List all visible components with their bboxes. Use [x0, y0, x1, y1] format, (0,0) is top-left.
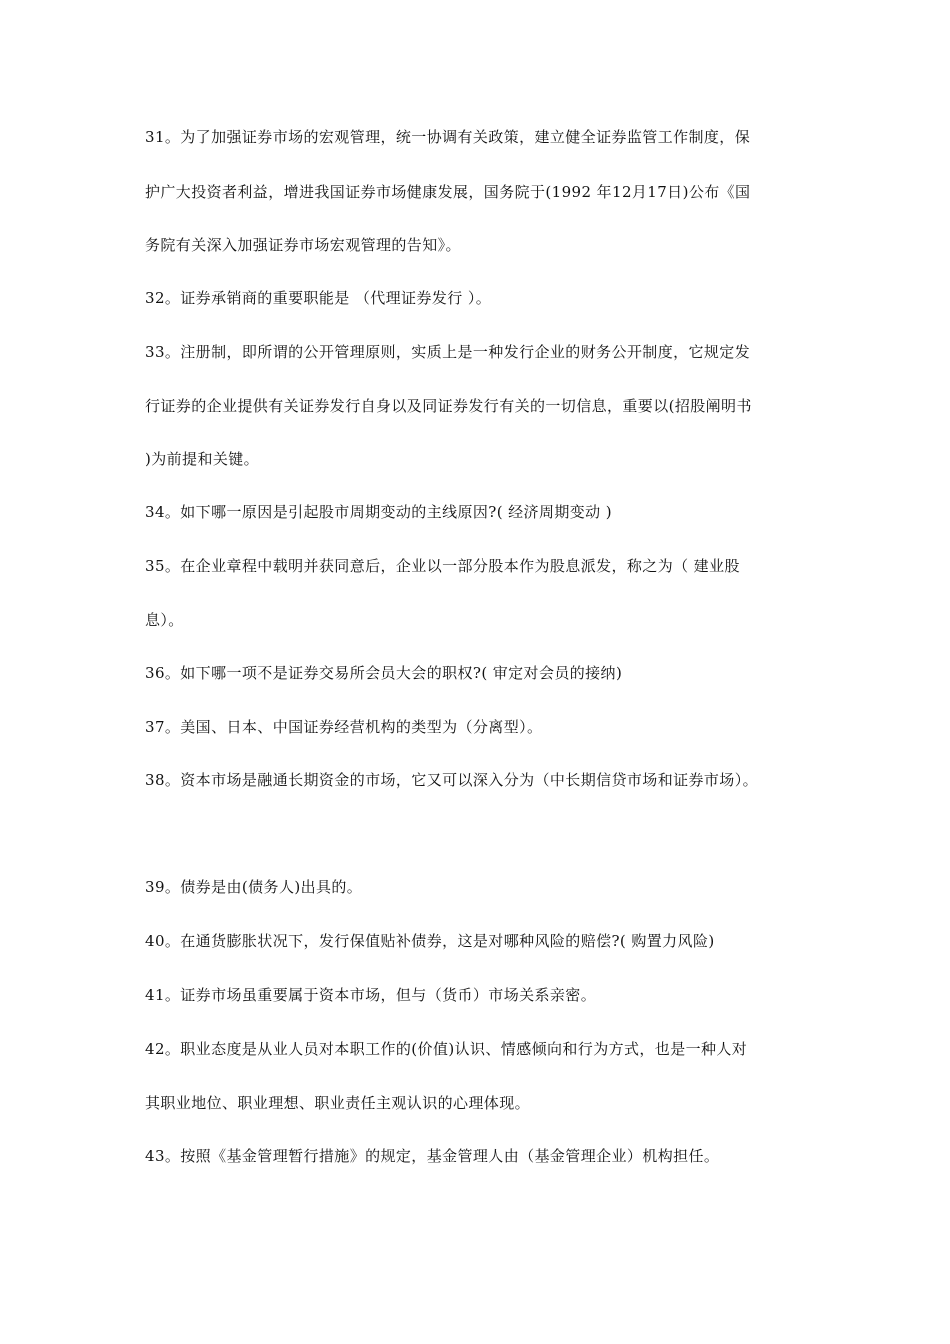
item-33-line-2: 行证券的企业提供有关证券发行自身以及同证券发行有关的一切信息，重要以(招股阐明书 [145, 397, 752, 415]
item-42-line-2: 其职业地位、职业理想、职业责任主观认识的心理体现。 [145, 1094, 531, 1112]
item-35-line-1: 35。在企业章程中载明并获同意后，企业以一部分股本作为股息派发，称之为（ 建业股 [145, 557, 740, 575]
item-43-line-1: 43。按照《基金管理暂行措施》的规定，基金管理人由（基金管理企业）机构担任。 [145, 1147, 720, 1165]
item-36-line-1: 36。如下哪一项不是证券交易所会员大会的职权?( 审定对会员的接纳) [145, 664, 623, 682]
item-33-line-3: )为前提和关键。 [145, 450, 260, 468]
item-31-line-2: 护广大投资者利益，增进我国证券市场健康发展，国务院于(1992 年12月17日)公布《国 [145, 183, 751, 201]
item-32-line-1: 32。证券承销商的重要职能是 （代理证券发行 ）。 [145, 289, 492, 307]
item-33-line-1: 33。注册制，即所谓的公开管理原则，实质上是一种发行企业的财务公开制度，它规定发 [145, 343, 751, 361]
item-38-line-1: 38。资本市场是融通长期资金的市场，它又可以深入分为（中长期信贷市场和证券市场）。 [145, 771, 758, 789]
item-42-line-1: 42。职业态度是从业人员对本职工作的(价值)认识、情感倾向和行为方式，也是一种人对 [145, 1040, 748, 1058]
item-40-line-1: 40。在通货膨胀状况下，发行保值贴补债券，这是对哪种风险的赔偿?( 购置力风险) [145, 932, 715, 950]
item-39-line-1: 39。债券是由(债务人)出具的。 [145, 878, 363, 896]
item-31-line-3: 务院有关深入加强证券市场宏观管理的告知》。 [145, 236, 461, 254]
item-35-line-2: 息）。 [145, 611, 184, 629]
item-31-line-1: 31。为了加强证券市场的宏观管理，统一协调有关政策，建立健全证券监管工作制度，保 [145, 128, 751, 146]
item-41-line-1: 41。证券市场虽重要属于资本市场，但与（货币）市场关系亲密。 [145, 986, 597, 1004]
item-37-line-1: 37。美国、日本、中国证券经营机构的类型为（分离型）。 [145, 718, 543, 736]
item-34-line-1: 34。如下哪一原因是引起股市周期变动的主线原因?( 经济周期变动 ) [145, 503, 612, 521]
